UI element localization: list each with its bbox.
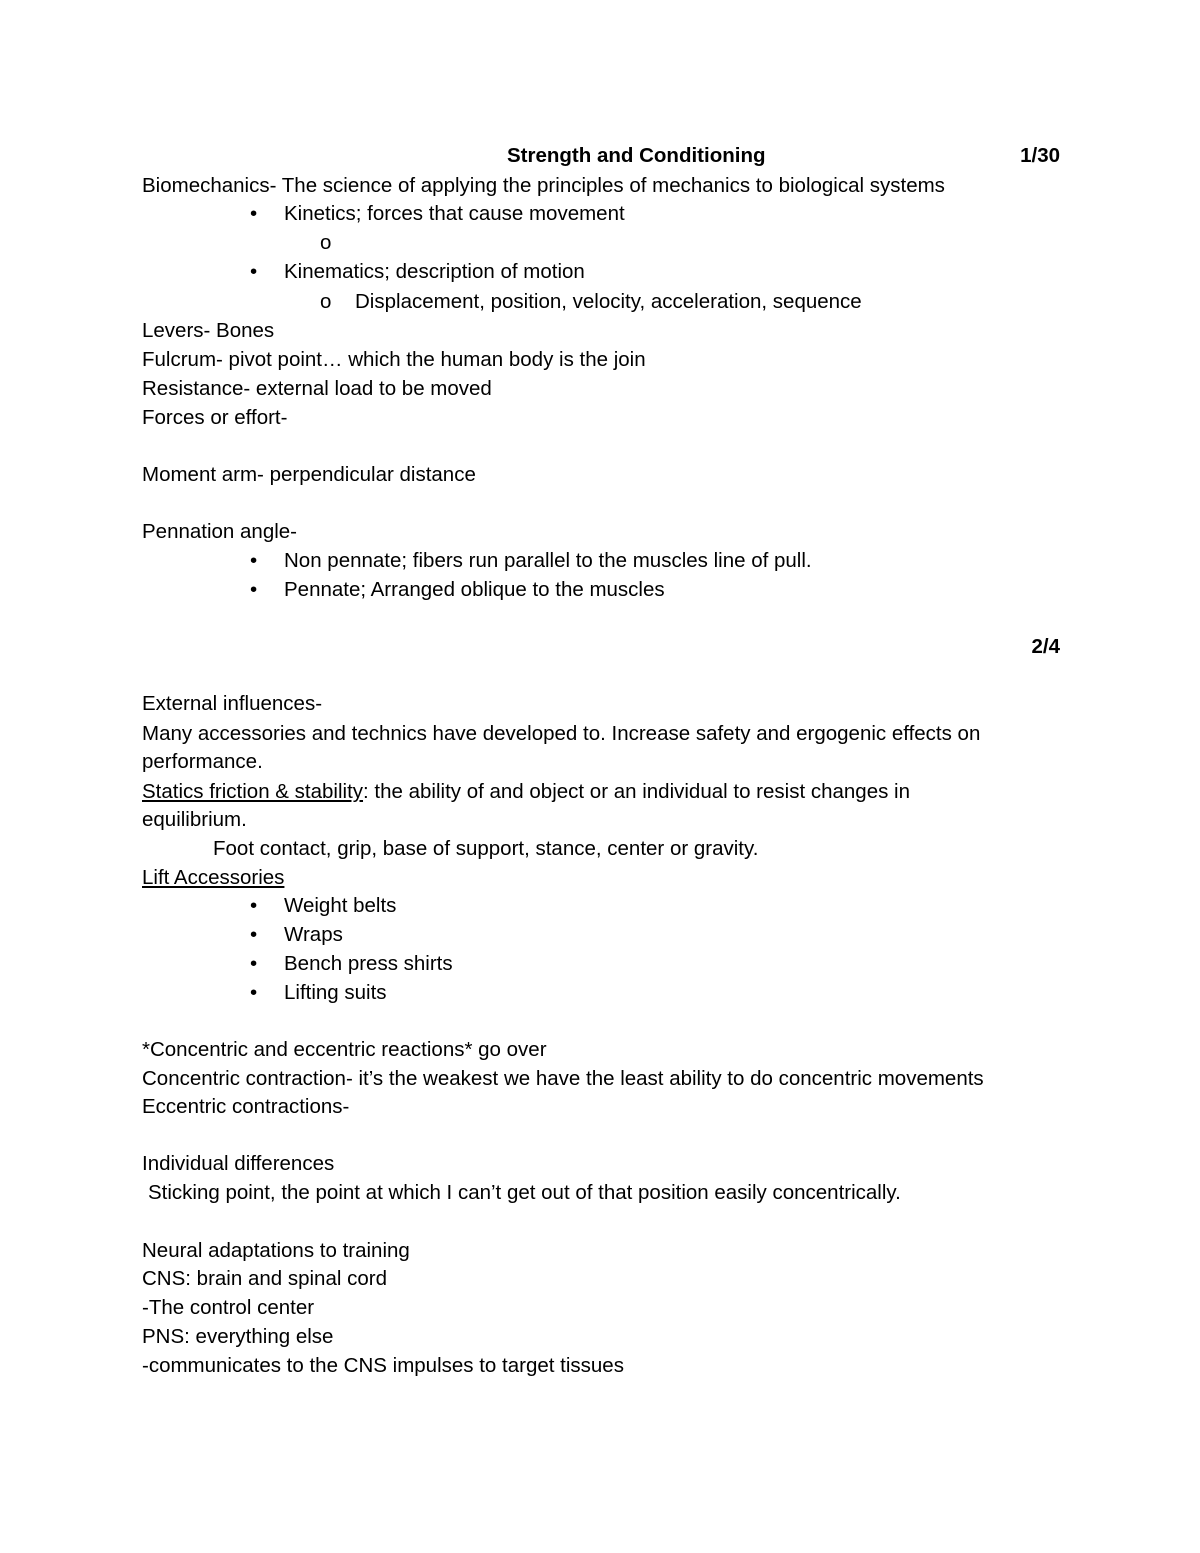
resistance-line: Resistance- external load to be moved <box>142 377 492 400</box>
date-1-30: 1/30 <box>1020 144 1060 167</box>
statics-line-2: equilibrium. <box>142 808 247 831</box>
sticking-point-line: Sticking point, the point at which I can’t get out of that position easily concentrically. <box>148 1181 901 1204</box>
statics-label: Statics friction & stability <box>142 780 364 803</box>
lift-item: Wraps <box>284 923 343 946</box>
lift-item: Weight belts <box>284 894 397 917</box>
forces-line: Forces or effort- <box>142 406 288 429</box>
moment-arm-line: Moment arm- perpendicular distance <box>142 463 476 486</box>
non-pennate-bullet: Non pennate; fibers run parallel to the muscles line of pull. <box>284 549 812 572</box>
foot-contact-line: Foot contact, grip, base of support, stance, center or gravity. <box>213 837 759 860</box>
accessories-line-1: Many accessories and technics have developed to. Increase safety and ergogenic effects on <box>142 722 981 745</box>
lift-item: Lifting suits <box>284 981 387 1004</box>
individual-differences-line: Individual differences <box>142 1152 335 1175</box>
neural-line: Neural adaptations to training <box>142 1239 410 1262</box>
accessories-line-2: performance. <box>142 750 263 773</box>
cns-line: CNS: brain and spinal cord <box>142 1267 387 1290</box>
concentric-line: Concentric contraction- it’s the weakest we have the least ability to do concentric movements <box>142 1067 984 1090</box>
eccentric-line: Eccentric contractions- <box>142 1095 350 1118</box>
bullet-glyph: • <box>250 923 258 946</box>
sub-bullet-glyph: o <box>320 290 332 313</box>
communicates-line: -communicates to the CNS impulses to target tissues <box>142 1354 624 1377</box>
bullet-glyph: • <box>250 894 258 917</box>
sub-bullet-glyph: o <box>320 231 332 254</box>
levers-line: Levers- Bones <box>142 319 275 342</box>
concentric-note-line: *Concentric and eccentric reactions* go over <box>142 1038 547 1061</box>
date-2-4: 2/4 <box>1031 635 1060 658</box>
pns-line: PNS: everything else <box>142 1325 334 1348</box>
lift-accessories-label: Lift Accessories <box>142 866 285 889</box>
control-center-line: -The control center <box>142 1296 315 1319</box>
bullet-glyph: • <box>250 202 258 225</box>
bullet-glyph: • <box>250 549 258 572</box>
fulcrum-line: Fulcrum- pivot point… which the human body is the join <box>142 348 646 371</box>
pennate-bullet: Pennate; Arranged oblique to the muscles <box>284 578 665 601</box>
bullet-glyph: • <box>250 260 258 283</box>
biomechanics-line: Biomechanics- The science of applying the principles of mechanics to biological systems <box>142 174 945 197</box>
kinetics-bullet: Kinetics; forces that cause movement <box>284 202 625 225</box>
kinematics-bullet: Kinematics; description of motion <box>284 260 585 283</box>
page-title: Strength and Conditioning <box>507 144 766 167</box>
lift-item: Bench press shirts <box>284 952 453 975</box>
statics-line <box>142 778 910 806</box>
pennation-line: Pennation angle- <box>142 520 298 543</box>
bullet-glyph: • <box>250 578 258 601</box>
statics-rest: : the ability of and object or an individual to resist changes in <box>363 780 911 803</box>
bullet-glyph: • <box>250 981 258 1004</box>
kinematics-sub-bullet: Displacement, position, velocity, acceleration, sequence <box>355 290 862 313</box>
bullet-glyph: • <box>250 952 258 975</box>
external-influences-line: External influences- <box>142 692 323 715</box>
